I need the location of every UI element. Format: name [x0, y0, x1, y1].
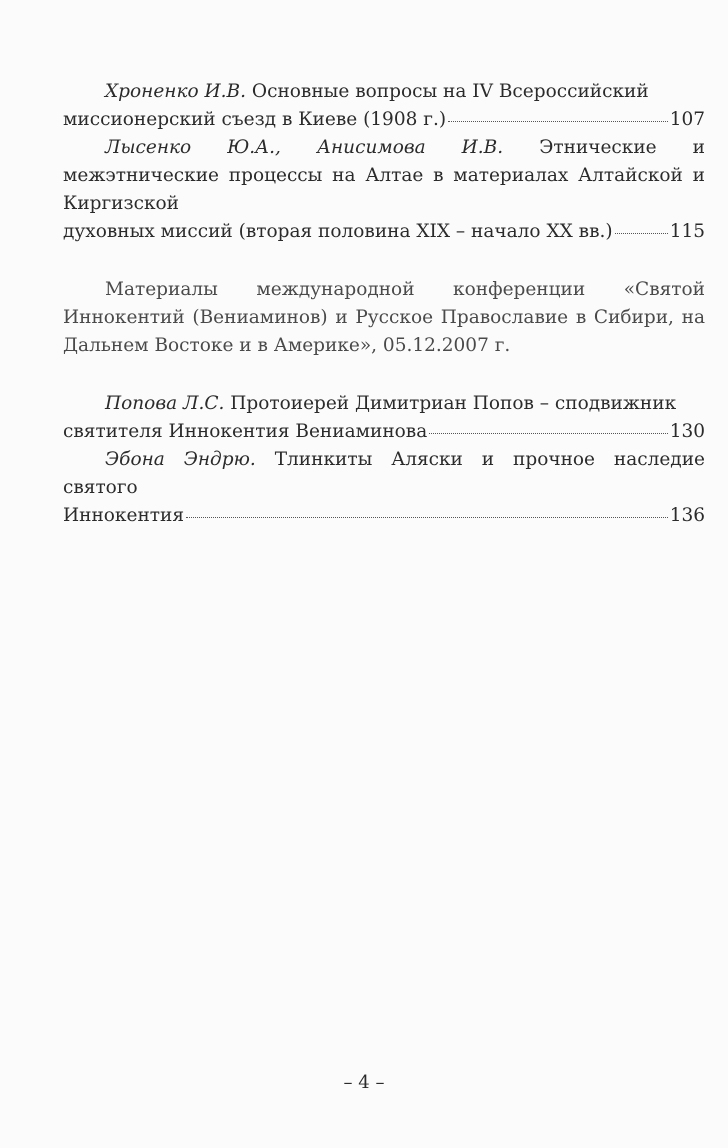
entry-title-tail: миссионерский съезд в Киеве (1908 г.) — [63, 109, 447, 130]
dot-leader — [186, 517, 668, 518]
entry-title: Протоиерей Димитриан Попов – сподвижник — [230, 393, 677, 414]
entry-page-number: 136 — [669, 505, 705, 526]
toc-entry — [63, 134, 705, 246]
entry-title: Основные вопросы на IV Всероссийский — [251, 81, 649, 102]
entry-author: Попова Л.С. — [105, 393, 225, 414]
section-heading: Материалы международной конференции «Святой Иннокентий (Вениаминов) и Русское Православие в Сибири, на Дальнем Востоке и в Америке», 05.12.2007 г. — [63, 279, 705, 356]
entry-author: Эбона Эндрю. — [105, 449, 256, 470]
entry-page-number: 130 — [669, 421, 705, 442]
entry-last-line — [63, 106, 705, 134]
entry-title: Тлинкиты Аляски и прочное наследие святого — [63, 449, 705, 498]
entry-author: Хроненко И.В. — [105, 81, 247, 102]
dot-leader — [429, 433, 667, 434]
entry-last-line — [63, 218, 705, 246]
entry-page-number: 115 — [669, 221, 705, 242]
page-number-footer: – 4 – — [343, 1072, 385, 1093]
dot-leader — [448, 121, 668, 122]
toc-entry — [63, 446, 705, 530]
entry-title: Этнические и межэтнические процессы на Алтае в материалах Алтайской и Киргизской — [63, 137, 705, 214]
toc-entry — [63, 78, 705, 134]
toc-entry — [63, 390, 705, 446]
dot-leader — [615, 233, 668, 234]
entry-last-line — [63, 418, 705, 446]
entry-last-line — [63, 502, 705, 530]
entry-author: Лысенко Ю.А., Анисимова И.В. — [105, 137, 504, 158]
entry-page-number: 107 — [669, 109, 705, 130]
entry-title-tail: духовных миссий (вторая половина XIX – начало XX вв.) — [63, 221, 613, 242]
entry-title-tail: святителя Иннокентия Вениаминова — [63, 421, 428, 442]
toc-page — [63, 78, 705, 530]
entry-title-tail: Иннокентия — [63, 505, 185, 526]
